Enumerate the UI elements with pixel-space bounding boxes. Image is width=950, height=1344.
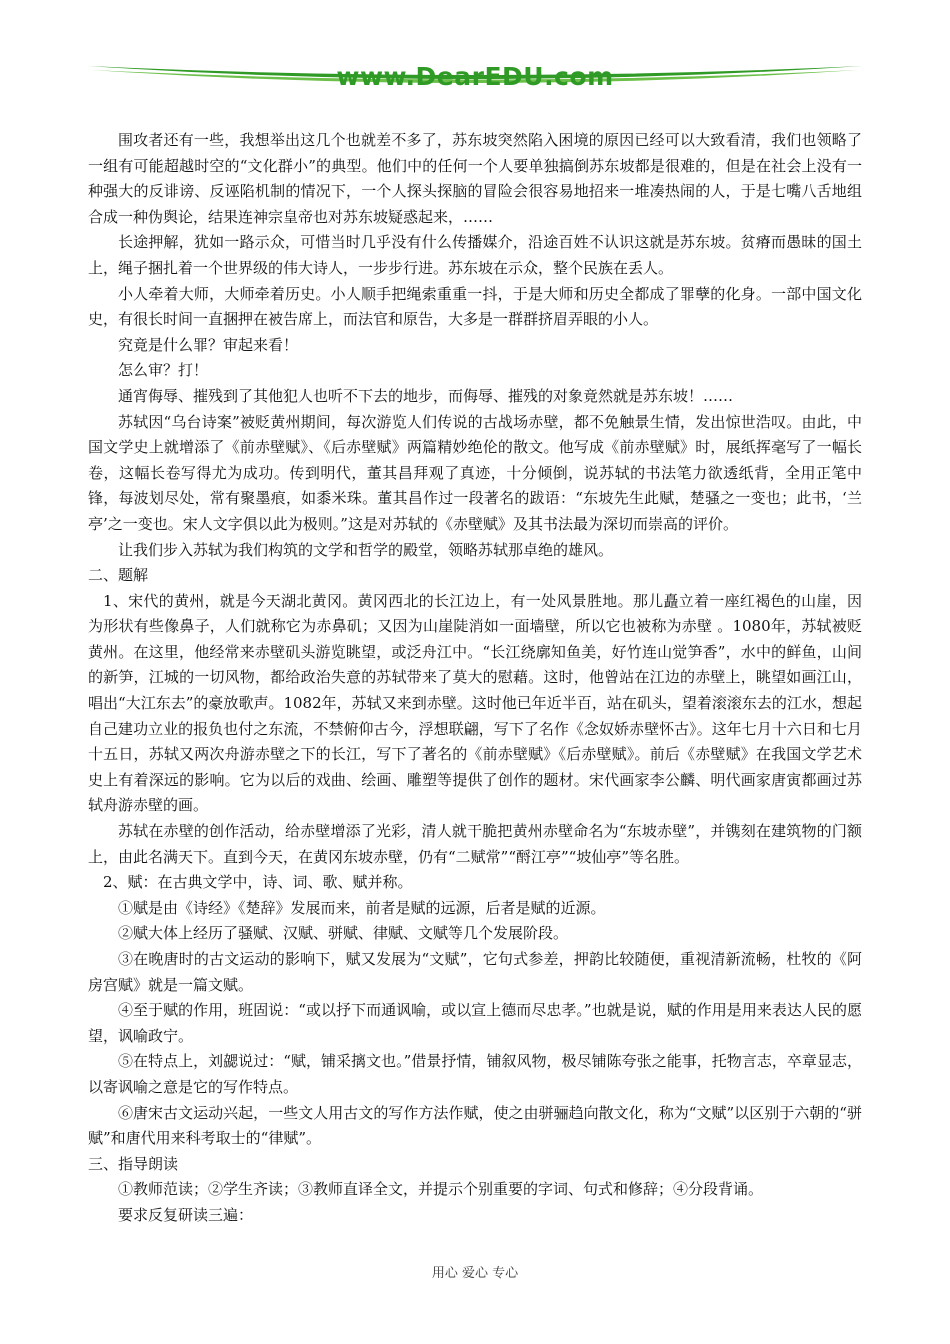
- paragraph: ④至于赋的作用，班固说：“或以抒下而通讽喻，或以宣上德而尽忠孝。”也就是说，赋的作用是用来表达人民的愿望，讽喻政宁。: [88, 1001, 862, 1045]
- paragraph: 让我们步入苏轼为我们构筑的文学和哲学的殿堂，领略苏轼那卓绝的雄风。: [118, 540, 614, 559]
- site-logo: www.DearEDU.com: [336, 62, 614, 91]
- section-heading: 二、题解: [88, 566, 149, 585]
- paragraph: 怎么审？打！: [118, 361, 209, 380]
- paragraph: ①教师范读；②学生齐读；③教师直译全文，并提示个别重要的字词、句式和修辞；④分段背诵。: [118, 1180, 764, 1199]
- document-body: [88, 128, 862, 1229]
- paragraph: ⑥唐宋古文运动兴起，一些文人用古文的写作方法作赋，使之由骈骊趋向散文化，称为“文赋”以区别于六朝的“骈赋”和唐代用来科考取士的“律赋”。: [88, 1103, 862, 1148]
- paragraph: 通宵侮辱、摧残到了其他犯人也听不下去的地步，而侮辱、摧残的对象竟然就是苏东坡！……: [118, 386, 734, 405]
- paragraph: ③在晚唐时的古文运动的影响下，赋又发展为“文赋”，它句式参差，押韵比较随便，重视清新流畅，杜牧的《阿房宫赋》就是一篇文赋。: [88, 950, 862, 994]
- site-header: [88, 58, 862, 98]
- paragraph: 要求反复研读三遍：: [118, 1205, 254, 1224]
- paragraph: 2、赋：在古典文学中，诗、词、歌、赋并称。: [103, 873, 413, 892]
- page-footer: 用心 爱心 专心: [431, 1266, 519, 1281]
- paragraph: 长途押解，犹如一路示众，可惜当时几乎没有什么传播媒介，沿途百姓不认识这就是苏东坡。贫瘠而愚昧的国土上，绳子捆扎着一个世界级的伟大诗人，一步步行进。苏东坡在示众，整个民族在丢人。: [88, 233, 862, 277]
- paragraph: 苏轼因“乌台诗案”被贬黄州期间，每次游览人们传说的古战场赤壁，都不免触景生情，发出惊世浩叹。由此，中国文学史上就增添了《前赤壁赋》、《后赤壁赋》两篇精妙绝伦的散文。他写成《前赤壁赋》时，展纸挥毫写了一幅长卷，这幅长卷写得尤为成功。传到明代，董其昌拜观了真迹，十分倾倒，说苏轼的书法笔力欲透纸背，全用正笔中锋，每波划尽处，常有聚墨痕，如黍米珠。董其昌作过一段著名的跋语：“东坡先生此赋，楚骚之一变也；此书，‘兰亭’之一变也。宋人文字俱以此为极则。”这是对苏轼的《赤壁赋》及其书法最为深切而崇高的评价。: [88, 412, 862, 533]
- paragraph: ①赋是由《诗经》《楚辞》发展而来，前者是赋的远源，后者是赋的近源。: [118, 898, 606, 917]
- paragraph: 小人牵着大师，大师牵着历史。小人顺手把绳索重重一抖，于是大师和历史全都成了罪孽的化身。一部中国文化史，有很长时间一直捆押在被告席上，而法官和原告，大多是一群群挤眉弄眼的小人。: [88, 284, 862, 329]
- paragraph: 究竟是什么罪？审起来看！: [118, 335, 299, 354]
- paragraph: ⑤在特点上，刘勰说过：“赋，铺采摛文也。”借景抒情，铺叙风物，极尽铺陈夸张之能事，托物言志，卒章显志，以寄讽喻之意是它的写作特点。: [88, 1052, 862, 1096]
- paragraph: 苏轼在赤壁的创作活动，给赤壁增添了光彩，清人就干脆把黄州赤壁命名为“东坡赤壁”，并镌刻在建筑物的门额上，由此名满天下。直到今天，在黄冈东坡赤壁，仍有“二赋常”“酹江亭”“坡仙亭”等名胜。: [88, 822, 862, 866]
- section-heading: 三、指导朗读: [88, 1154, 179, 1173]
- paragraph: 1、宋代的黄州，就是今天湖北黄冈。黄冈西北的长江边上，有一处风景胜地。那儿矗立着一座红褐色的山崖，因为形状有些像鼻子，人们就称它为赤鼻矶；又因为山崖陡消如一面墙壁，所以它也被称为赤壁 。1080年，苏轼被贬黄州。在这里，他经常来赤壁矶头游览眺望，或泛舟江中。“长江绕廓知鱼美，好竹连山觉笋香”，水中的鲜鱼，山间的新笋，江城的一切风物，都给政治失意的苏轼带来了莫大的慰藉。这时，他曾站在江边的赤壁上，眺望如画江山，唱出“大江东去”的豪放歌声。1082年，苏轼又来到赤壁。这时他已年近半百，站在矶头，望着滚滚东去的江水，想起自己建功立业的报负也付之东流，不禁俯仰古今，浮想联翩，写下了名作《念奴娇赤壁怀古》。这年七月十六日和七月十五日，苏轼又两次舟游赤壁之下的长江，写下了著名的《前赤壁赋》《后赤壁赋》。前后《赤壁赋》在我国文学艺术史上有着深远的影响。它为以后的戏曲、绘画、雕塑等提供了创作的题材。宋代画家李公麟、明代画家唐寅都画过苏轼舟游赤壁的画。: [88, 591, 862, 815]
- paragraph: 围攻者还有一些，我想举出这几个也就差不多了，苏东坡突然陷入困境的原因已经可以大致看清，我们也领略了一组有可能超越时空的“文化群小”的典型。他们中的任何一个人要单独搞倒苏东坡都是很难的，但是在社会上没有一种强大的反诽谤、反诬陷机制的情况下，一个人探头探脑的冒险会很容易地招来一堆凑热闹的人，于是七嘴八舌地组合成一种伪舆论，结果连神宗皇帝也对苏东坡疑惑起来，……: [88, 131, 862, 226]
- paragraph: ②赋大体上经历了骚赋、汉赋、骈赋、律赋、文赋等几个发展阶段。: [118, 924, 569, 943]
